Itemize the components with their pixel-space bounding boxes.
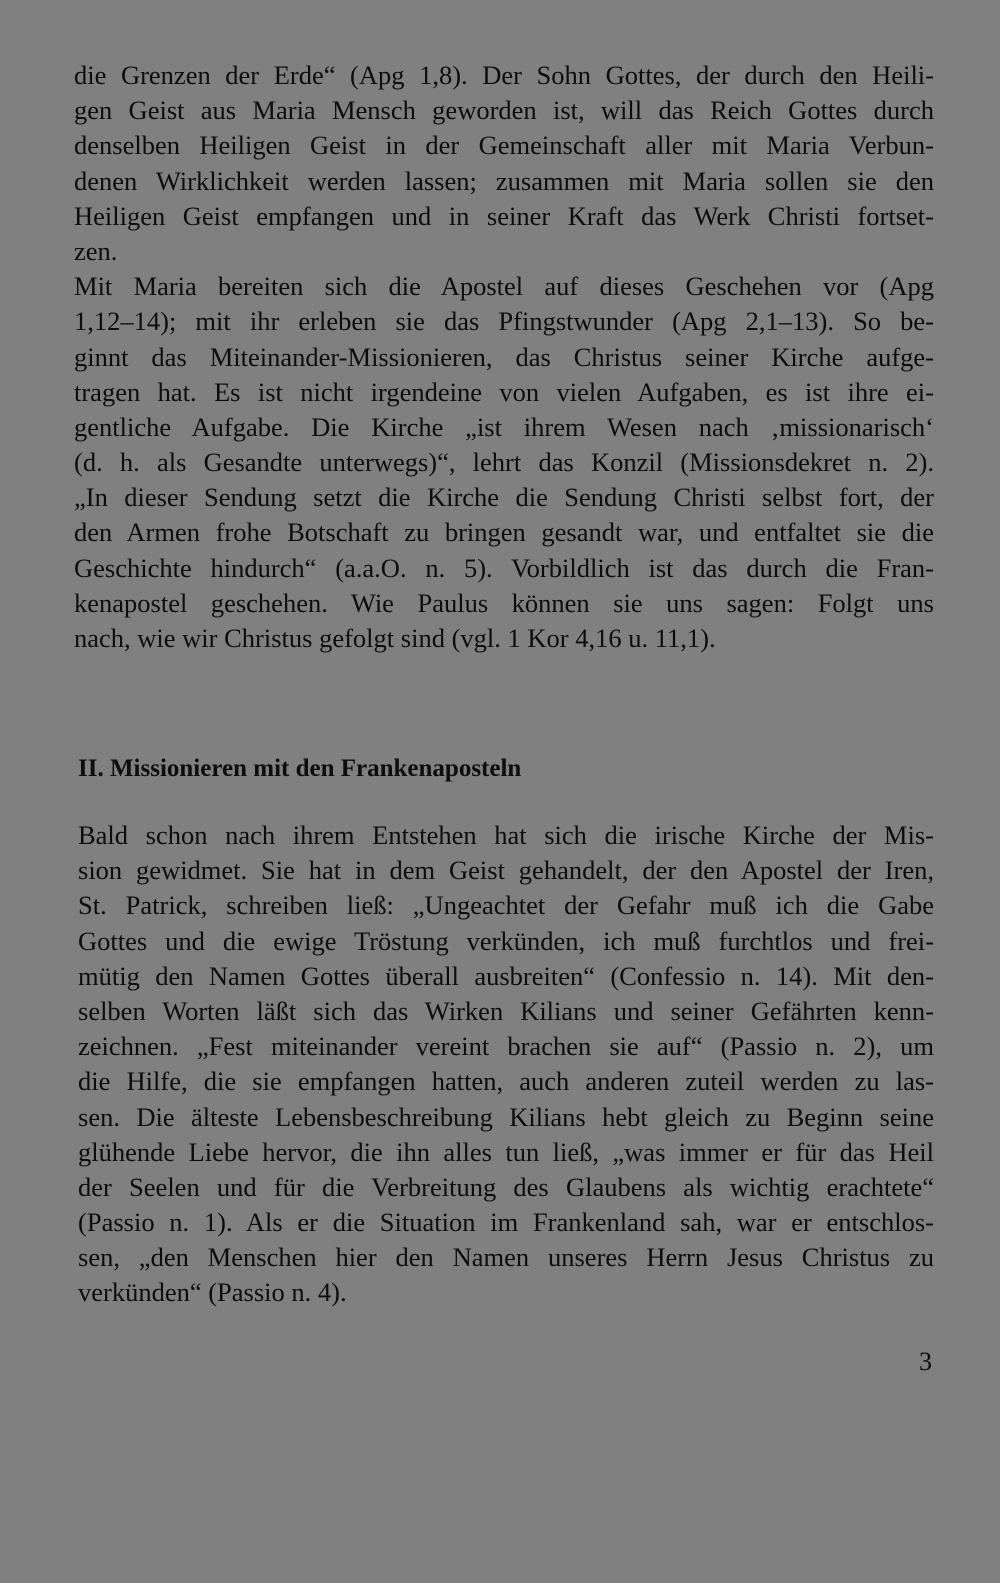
text-line: gen Geist aus Maria Mensch geworden ist, will das Reich Gottes durch (74, 95, 934, 126)
text-line: kenapostel geschehen. Wie Paulus können sie uns sagen: Folgt uns (74, 587, 934, 618)
text-line: tragen hat. Es ist nicht irgendeine von vielen Aufgaben, es ist ihre ei- (74, 376, 934, 407)
text-line: St. Patrick, schreiben ließ: „Ungeachtet der Gefahr muß ich die Gabe (78, 890, 934, 921)
text-line: glühende Liebe hervor, die ihn alles tun ließ, „was immer er für das Heil (78, 1136, 934, 1167)
text-line: (d. h. als Gesandte unterwegs)“, lehrt das Konzil (Missionsdekret n. 2). (74, 447, 934, 478)
text-line: Bald schon nach ihrem Entstehen hat sich die irische Kirche der Mis- (78, 820, 934, 850)
page-number: 3 (919, 1347, 932, 1376)
text-line: nach, wie wir Christus gefolgt sind (vgl. 1 Kor 4,16 u. 11,1). (74, 623, 716, 653)
section-heading: II. Missionieren mit den Frankenaposteln (78, 755, 522, 782)
text-line: der Seelen und für die Verbreitung des Glaubens als wichtig erachtete“ (78, 1171, 934, 1202)
text-line: ginnt das Miteinander-Missionieren, das Christus seiner Kirche aufge- (74, 341, 934, 372)
text-line: denen Wirklichkeit werden lassen; zusammen mit Maria sollen sie den (74, 165, 934, 196)
text-line: den Armen frohe Botschaft zu bringen gesandt war, und entfaltet sie die (74, 517, 934, 548)
text-line: „In dieser Sendung setzt die Kirche die Sendung Christi selbst fort, der (74, 482, 934, 513)
text-line: (Passio n. 1). Als er die Situation im Frankenland sah, war er entschlos- (78, 1207, 934, 1238)
text-line: die Grenzen der Erde“ (Apg 1,8). Der Sohn Gottes, der durch den Heili- (74, 60, 934, 90)
text-line: Mit Maria bereiten sich die Apostel auf dieses Geschehen vor (Apg (74, 271, 934, 302)
text-line: Gottes und die ewige Tröstung verkünden, ich muß furchtlos und frei- (78, 925, 934, 956)
text-line: selben Worten läßt sich das Wirken Kilians und seiner Gefährten kenn- (78, 995, 934, 1026)
section-body (78, 818, 934, 1311)
text-line: gentliche Aufgabe. Die Kirche „ist ihrem Wesen nach ‚missionarisch‘ (74, 411, 934, 442)
text-line: zeichnen. „Fest miteinander vereint brachen sie auf“ (Passio n. 2), um (78, 1031, 934, 1062)
text-line: sen, „den Menschen hier den Namen unseres Herrn Jesus Christus zu (78, 1242, 934, 1273)
text-line: sen. Die älteste Lebensbeschreibung Kilians hebt gleich zu Beginn seine (78, 1101, 934, 1132)
text-line: zen. (74, 235, 118, 266)
text-line: die Hilfe, die sie empfangen hatten, auch anderen zuteil werden zu las- (78, 1066, 934, 1097)
text-line: Heiligen Geist empfangen und in seiner Kraft das Werk Christi fortset- (74, 200, 934, 231)
text-line: mütig den Namen Gottes überall ausbreiten“ (Confessio n. 14). Mit den- (78, 960, 934, 991)
paragraph-1 (74, 58, 934, 269)
text-block-top (74, 58, 934, 656)
paragraph-2 (74, 269, 934, 656)
text-line: verkünden“ (Passio n. 4). (78, 1277, 347, 1308)
text-line: denselben Heiligen Geist in der Gemeinschaft aller mit Maria Verbun- (74, 130, 934, 161)
text-line: sion gewidmet. Sie hat in dem Geist gehandelt, der den Apostel der Iren, (78, 855, 934, 886)
text-line: 1,12–14); mit ihr erleben sie das Pfingstwunder (Apg 2,1–13). So be- (74, 306, 934, 337)
text-line: Geschichte hindurch“ (a.a.O. n. 5). Vorbildlich ist das durch die Fran- (74, 552, 934, 583)
